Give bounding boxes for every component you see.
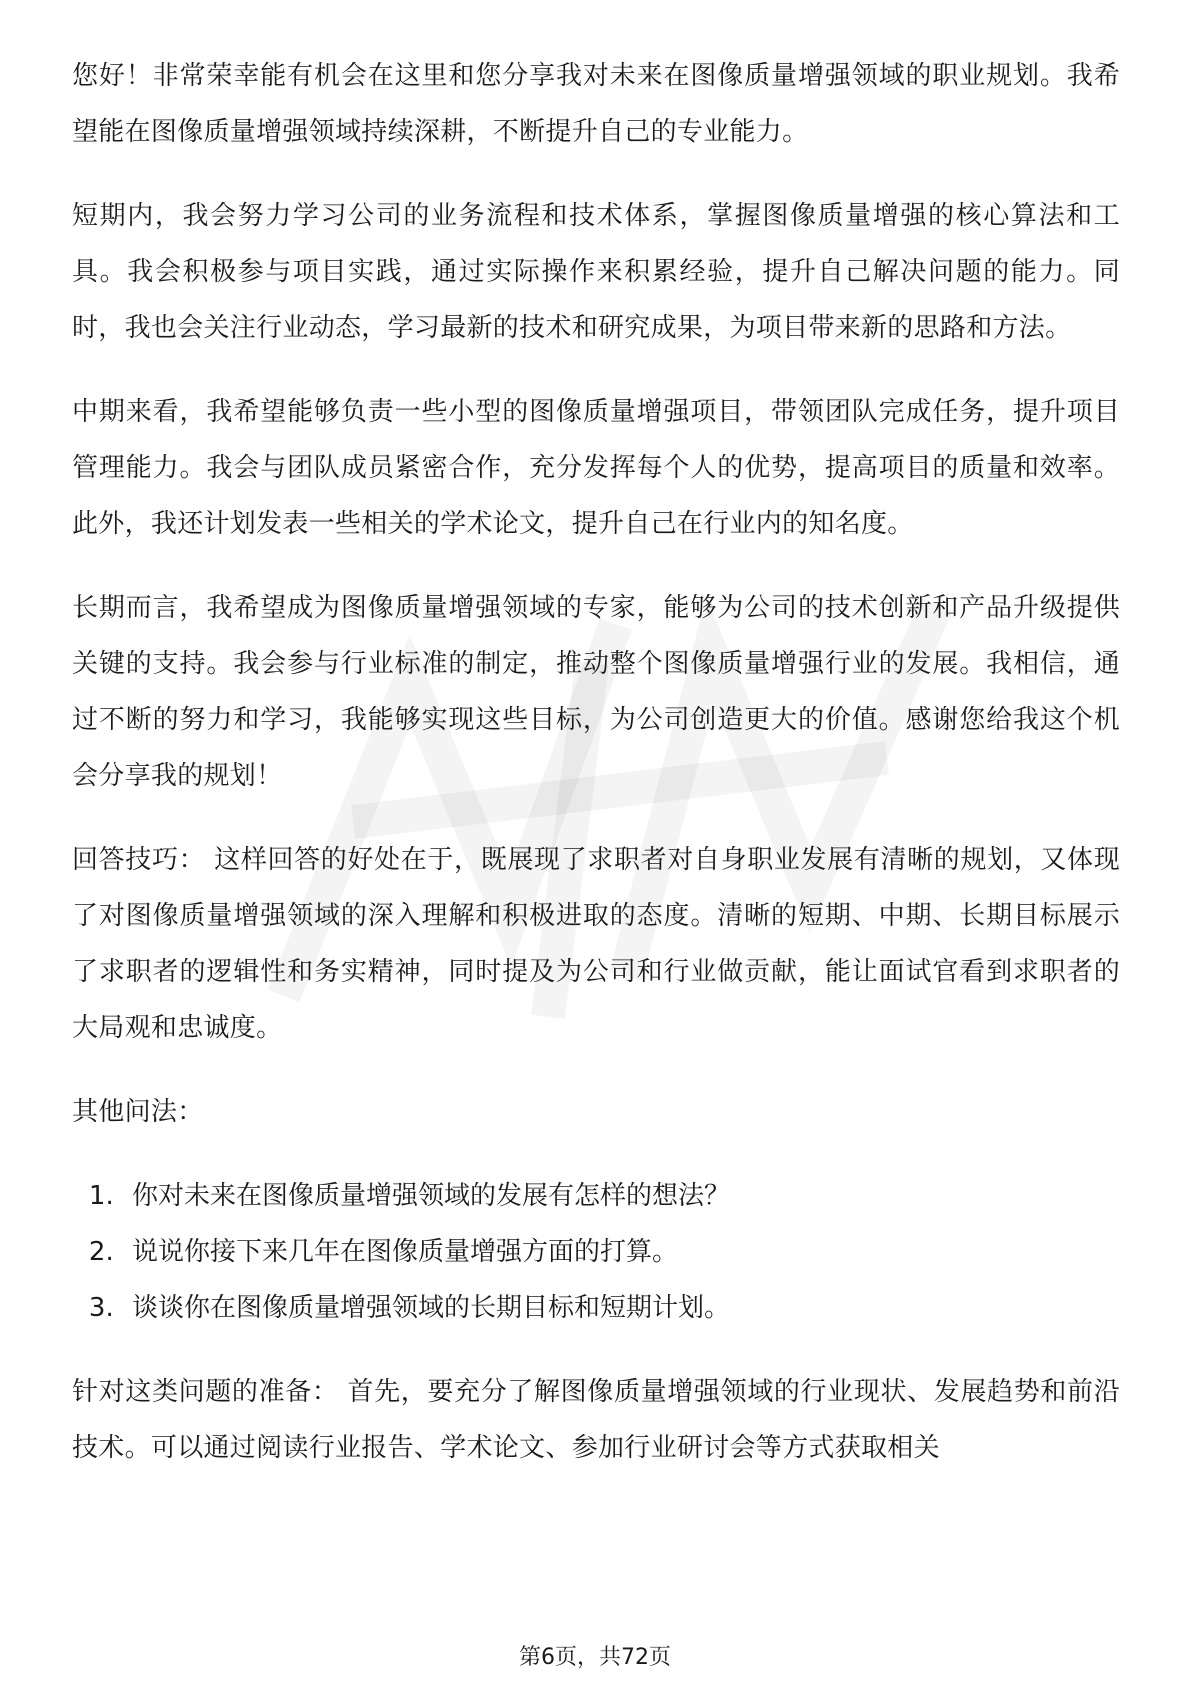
paragraph-intro: 您好！非常荣幸能有机会在这里和您分享我对未来在图像质量增强领域的职业规划。我希望能在图像质量增强领域持续深耕，不断提升自己的专业能力。 bbox=[72, 61, 1120, 147]
document-body bbox=[72, 48, 1120, 1504]
list-item: 2. 说说你接下来几年在图像质量增强方面的打算。 bbox=[122, 1224, 1120, 1280]
paragraph-short-term: 短期内，我会努力学习公司的业务流程和技术体系，掌握图像质量增强的核心算法和工具。我会积极参与项目实践，通过实际操作来积累经验，提升自己解决问题的能力。同时，我也会关注行业动态，学习最新的技术和研究成果，为项目带来新的思路和方法。 bbox=[72, 201, 1120, 343]
paragraph-answer-tips: 回答技巧： 这样回答的好处在于，既展现了求职者对自身职业发展有清晰的规划，又体现了对图像质量增强领域的深入理解和积极进取的态度。清晰的短期、中期、长期目标展示了求职者的逻辑性和务实精神，同时提及为公司和行业做贡献，能让面试官看到求职者的大局观和忠诚度。 bbox=[72, 845, 1120, 1043]
list-item: 1. 你对未来在图像质量增强领域的发展有怎样的想法？ bbox=[122, 1168, 1120, 1224]
page-number: 第6页，共72页 bbox=[519, 1645, 671, 1670]
paragraph-preparation: 针对这类问题的准备： 首先，要充分了解图像质量增强领域的行业现状、发展趋势和前沿技术。可以通过阅读行业报告、学术论文、参加行业研讨会等方式获取相关 bbox=[72, 1377, 1120, 1463]
other-questions-label: 其他问法： bbox=[72, 1097, 204, 1127]
list-item: 3. 谈谈你在图像质量增强领域的长期目标和短期计划。 bbox=[122, 1280, 1120, 1336]
other-questions-list bbox=[72, 1168, 1120, 1336]
paragraph-long-term: 长期而言，我希望成为图像质量增强领域的专家，能够为公司的技术创新和产品升级提供关键的支持。我会参与行业标准的制定，推动整个图像质量增强行业的发展。我相信，通过不断的努力和学习，我能够实现这些目标，为公司创造更大的价值。感谢您给我这个机会分享我的规划！ bbox=[72, 593, 1120, 791]
paragraph-mid-term: 中期来看，我希望能够负责一些小型的图像质量增强项目，带领团队完成任务，提升项目管理能力。我会与团队成员紧密合作，充分发挥每个人的优势，提高项目的质量和效率。此外，我还计划发表一些相关的学术论文，提升自己在行业内的知名度。 bbox=[72, 397, 1120, 539]
